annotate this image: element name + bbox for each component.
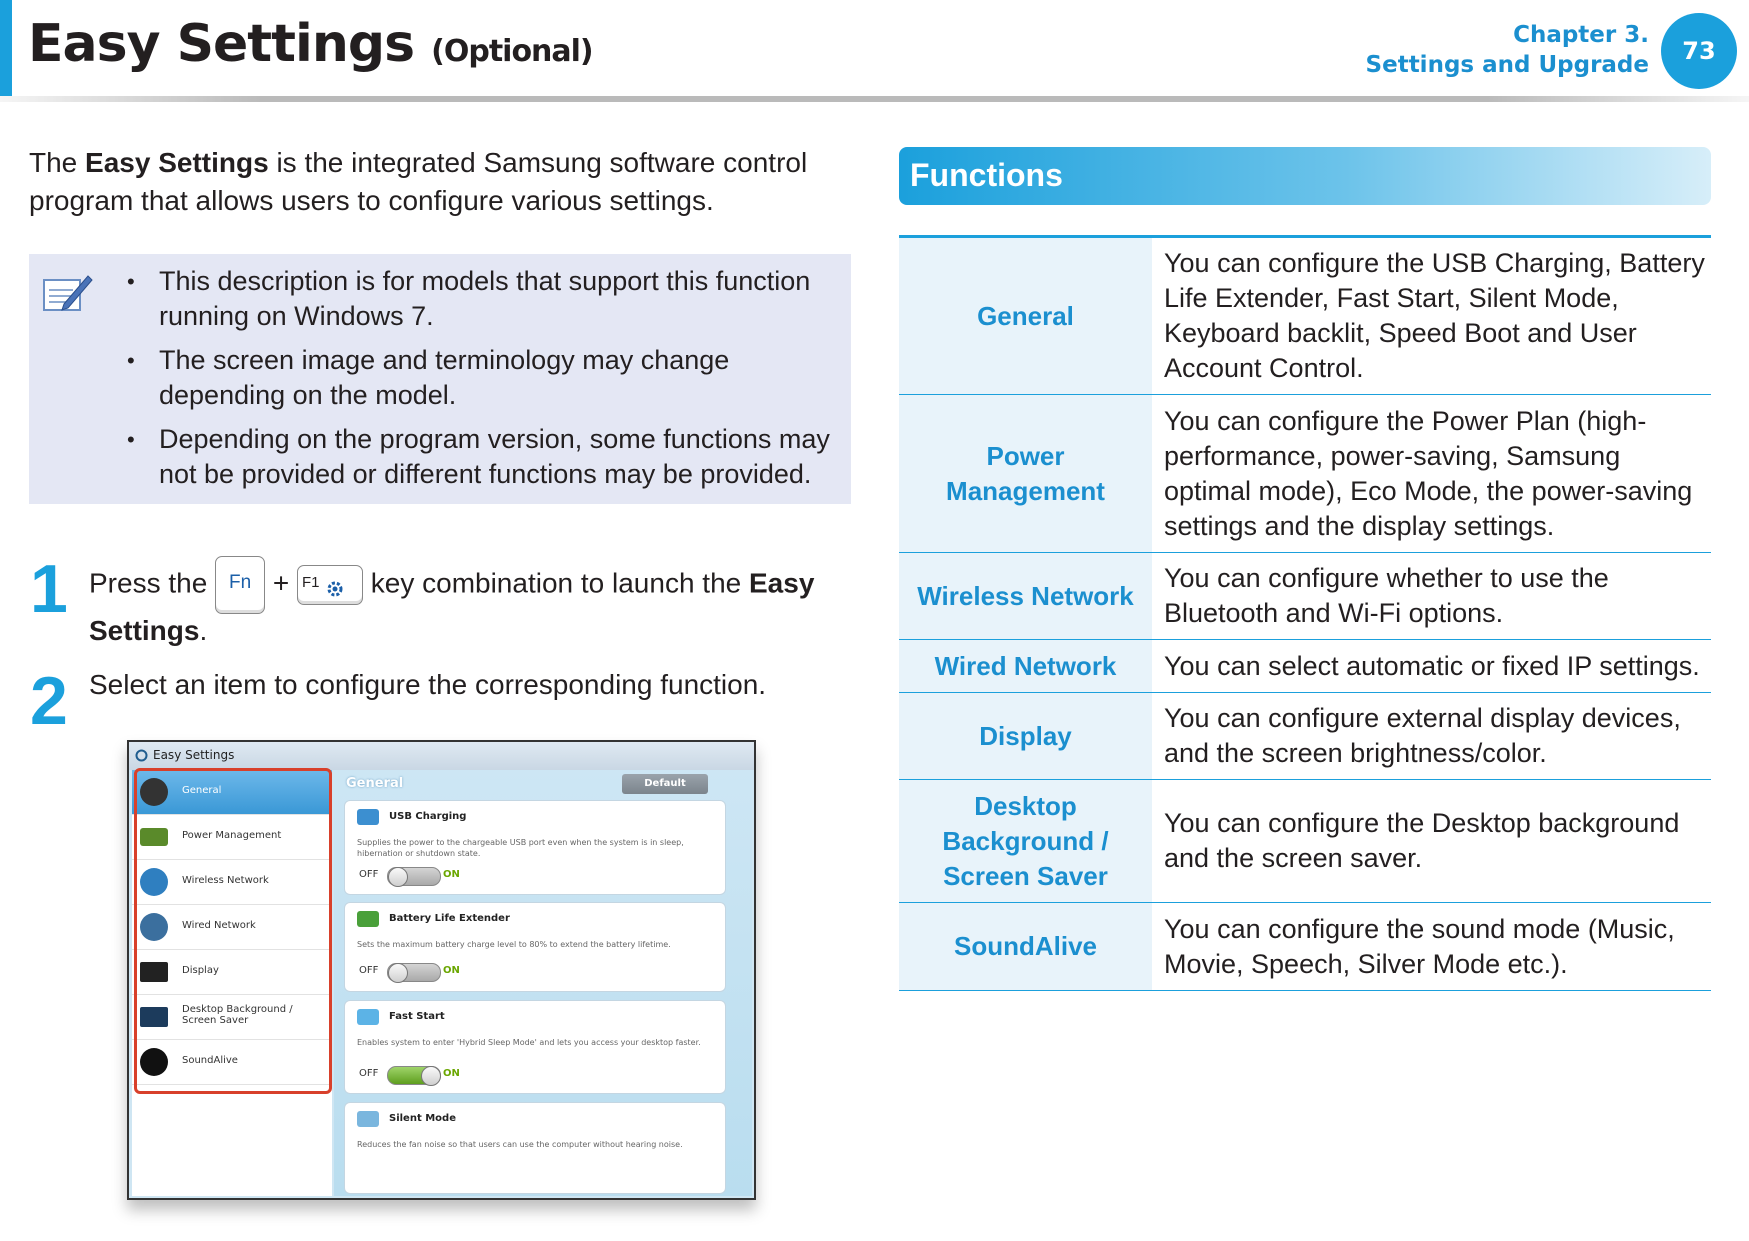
function-name: Wireless Network [899,553,1152,640]
functions-heading: Functions [910,157,1063,193]
setting-card-battery-life-extender: Battery Life Extender Sets the maximum battery charge level to 80% to extend the battery lifetime. OFF ON [344,902,726,992]
fn-key: Fn [215,556,265,614]
chapter-number: Chapter 3. [1513,22,1649,48]
intro-bold-term: Easy Settings [85,147,269,178]
table-row [899,553,1711,640]
table-row [899,780,1711,903]
battery-extender-toggle[interactable] [387,963,441,982]
table-row [899,693,1711,780]
panel-title: General [346,776,404,791]
function-name: Desktop Background / Screen Saver [899,780,1152,903]
sidebar-item-display[interactable]: Display [132,950,332,995]
function-name: Power Management [899,395,1152,553]
sidebar-item-wired-network[interactable]: Wired Network [132,905,332,950]
easy-settings-screenshot [127,740,756,1200]
step-1-text: Press the Fn + F1 key combination to launch the Easy Settings. [89,556,849,647]
page-title: Easy Settings (Optional) [28,14,593,74]
f1-settings-key: F1 [297,565,363,605]
fast-start-toggle[interactable] [387,1066,441,1085]
sidebar-item-desktop-background[interactable]: Desktop Background / Screen Saver [132,995,332,1040]
app-icon [135,749,148,762]
functions-table [899,235,1711,991]
usb-icon [357,809,379,825]
note-item: • The screen image and terminology may change depending on the model. [115,343,850,413]
intro-paragraph: The Easy Settings is the integrated Samsung software control program that allows users to configure various settings. [29,147,808,216]
note-pencil-icon [40,270,94,318]
header-divider [0,96,1749,102]
gear-icon [324,578,346,600]
step-2-text: Select an item to configure the corresponding function. [89,669,767,700]
setting-card-silent-mode: Silent Mode Reduces the fan noise so that users can use the computer without hearing noise. [344,1102,726,1194]
sidebar-item-power-management[interactable]: Power Management [132,815,332,860]
sidebar-item-wireless-network[interactable]: Wireless Network [132,860,332,905]
function-description: You can configure the Desktop background and the screen saver. [1152,780,1711,903]
function-name: Wired Network [899,640,1152,693]
chapter-label [1366,20,1649,80]
function-description: You can configure the USB Charging, Battery Life Extender, Fast Start, Silent Mode, Keyboard backlit, Speed Boot and User Account Control. [1152,237,1711,395]
sidebar-item-general[interactable]: General [132,770,332,815]
battery-extender-icon [357,911,379,927]
table-row [899,237,1711,395]
note-box [29,254,851,504]
step-2-number: 2 [30,663,68,739]
setting-card-usb-charging: USB Charging Supplies the power to the chargeable USB port even when the system is in sleep, hibernation or shutdown state. OFF ON [344,800,726,895]
fast-start-icon [357,1009,379,1025]
settings-panel [334,770,752,1196]
note-list [115,264,850,501]
chapter-title: Settings and Upgrade [1365,52,1649,78]
note-item: • This description is for models that support this function running on Windows 7. [115,264,850,334]
silent-mode-icon [357,1111,379,1127]
table-row [899,903,1711,991]
window-title: Easy Settings [153,748,235,762]
highlight-box [134,768,332,1094]
header-accent-bar [0,0,12,96]
default-button[interactable]: Default [622,774,708,794]
table-row [899,395,1711,553]
function-description: You can select automatic or fixed IP settings. [1152,640,1711,693]
function-description: You can configure the sound mode (Music, Movie, Speech, Silver Mode etc.). [1152,903,1711,991]
page-number: 73 [1661,13,1737,89]
function-description: You can configure external display devices, and the screen brightness/color. [1152,693,1711,780]
note-item: • Depending on the program version, some functions may not be provided or different functions may be provided. [115,422,850,492]
setting-card-fast-start: Fast Start Enables system to enter 'Hybrid Sleep Mode' and lets you access your desktop faster. OFF ON [344,1000,726,1094]
function-description: You can configure whether to use the Bluetooth and Wi-Fi options. [1152,553,1711,640]
function-name: SoundAlive [899,903,1152,991]
function-name: General [899,237,1152,395]
sidebar-item-soundalive[interactable]: SoundAlive [132,1040,332,1085]
step-1-number: 1 [30,551,68,627]
table-row [899,640,1711,693]
function-name: Display [899,693,1152,780]
page-title-suffix: (Optional) [431,34,593,69]
window-titlebar [129,742,754,770]
usb-charging-toggle[interactable] [387,867,441,886]
function-description: You can configure the Power Plan (high-performance, power-saving, Samsung optimal mode), Eco Mode, the power-saving settings and the display settings. [1152,395,1711,553]
